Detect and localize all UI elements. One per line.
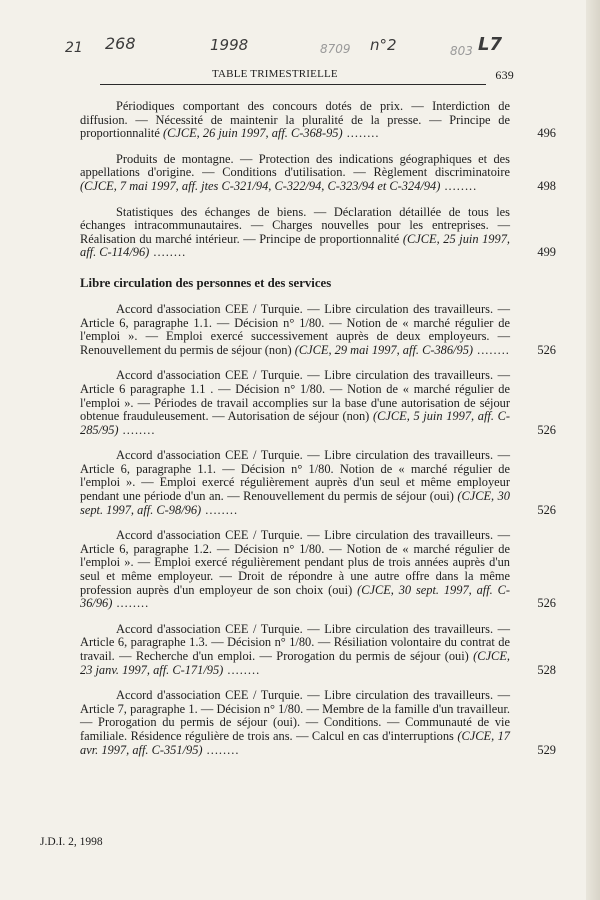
leader-dots: ........ xyxy=(118,422,156,437)
entry-page-number: 529 xyxy=(537,742,556,757)
index-entry xyxy=(80,621,556,677)
section-entries xyxy=(80,301,556,757)
leader-dots: ........ xyxy=(440,178,478,193)
entry-description: Accord d'association CEE / Turquie. — Libre circulation des travailleurs. — Article 6, paragraphe 1.1. — Décision n° 1/80. Notion de « marché régulier de l'emploi ». — Emploi exercé régulièrement auprès d'un seul et même employeur pendant une période d'un an. — Renouvellement du permis de séjour (oui) xyxy=(80,448,510,504)
leader-dots: ........ xyxy=(473,342,510,357)
annotation-mark: n°2 xyxy=(370,36,397,54)
annotation-mark: 21 xyxy=(65,40,83,56)
annotation-mark: 803 xyxy=(450,44,473,58)
entry-page-number: 526 xyxy=(537,596,556,611)
index-entry xyxy=(80,448,556,517)
entry-description: Produits de montagne. — Protection des indications géographiques et des appellations d'origine. — Conditions d'utilisation. — Règlement discriminatoire xyxy=(80,151,510,180)
index-entry xyxy=(80,368,556,437)
entry-page-number: 498 xyxy=(537,178,556,193)
entry-text xyxy=(80,369,510,437)
entry-page-number: 526 xyxy=(537,502,556,517)
index-entry xyxy=(80,151,556,194)
entry-page-number: 528 xyxy=(537,662,556,677)
leader-dots: ........ xyxy=(112,596,150,611)
running-header xyxy=(100,68,514,85)
entry-reference: (CJCE, 30 sept. 1997, aff. C-36/96) xyxy=(80,582,510,611)
entry-reference: (CJCE, 7 mai 1997, aff. jtes C-321/94, C-322/94, C-323/94 et C-324/94) xyxy=(80,178,441,193)
entry-reference: (CJCE, 30 sept. 1997, aff. C-98/96) xyxy=(80,489,510,517)
index-entry xyxy=(80,204,556,260)
entry-description: Accord d'association CEE / Turquie. — Libre circulation des travailleurs. — Article 6, paragraphe 1.3. — Décision n° 1/80. — Résiliation volontaire du contrat de travail. — Recherche d'un emploi. — Prorogation du permis de séjour (oui) xyxy=(80,621,510,663)
entry-page-number: 496 xyxy=(537,126,556,141)
leader-dots: ........ xyxy=(202,742,240,757)
annotation-mark: L7 xyxy=(478,34,502,55)
entry-reference: (CJCE, 29 mai 1997, aff. C-386/95) xyxy=(294,342,474,357)
entry-reference: (CJCE, 5 juin 1997, aff. C-285/95) xyxy=(80,409,510,437)
annotation-mark: 8709 xyxy=(320,42,351,56)
entry-reference: (CJCE, 25 juin 1997, aff. C-114/96) xyxy=(80,231,510,260)
entry-text xyxy=(80,529,510,611)
entry-text xyxy=(80,689,510,757)
index-entry xyxy=(80,99,556,141)
page-number: 639 xyxy=(495,68,514,82)
entry-text xyxy=(80,100,510,141)
section-title: Libre circulation des personnes et des services xyxy=(80,275,332,290)
entry-description: Accord d'association CEE / Turquie. — Libre circulation des travailleurs. — Article 6, paragraphe 1.1. — Décision n° 1/80. — Notion de « marché régulier de l'emploi ». — Emploi exercé successivement auprès de deux employeurs. — Renouvellement du permis de séjour (non) xyxy=(80,301,510,357)
index-content xyxy=(80,99,556,769)
entry-page-number: 526 xyxy=(537,342,556,357)
header-title: TABLE TRIMESTRIELLE xyxy=(212,68,338,80)
leader-dots: ........ xyxy=(149,245,187,260)
entry-reference: (CJCE, 23 janv. 1997, aff. C-171/95) xyxy=(80,649,510,677)
index-entry xyxy=(80,301,556,357)
entry-text xyxy=(80,449,510,517)
index-entry xyxy=(80,528,556,611)
entry-description: Accord d'association CEE / Turquie. — Libre circulation des travailleurs. — Article 6, paragraphe 1.2. — Décision n° 1/80. — Notion de « marché régulier de l'emploi ». — Emploi exercé régulièrement pendant plus de trois années auprès d'un seul et même employeur. — Droit de répondre à une autre offre dans la même profession auprès d'un employeur de son choix (oui) xyxy=(80,528,510,597)
entry-text xyxy=(80,303,510,357)
footer-citation: J.D.I. 2, 1998 xyxy=(40,836,103,848)
handwritten-annotations xyxy=(60,34,560,64)
entry-text xyxy=(80,206,510,260)
top-entries xyxy=(80,99,556,260)
page-edge xyxy=(586,0,600,900)
entry-text xyxy=(80,153,510,194)
leader-dots: ........ xyxy=(223,662,261,677)
entry-reference: (CJCE, 26 juin 1997, aff. C-368-95) xyxy=(162,126,343,141)
entry-text xyxy=(80,623,510,677)
entry-reference: (CJCE, 17 avr. 1997, aff. C-351/95) xyxy=(80,728,511,757)
entry-description: Accord d'association CEE / Turquie. — Libre circulation des travailleurs. — Article 7, paragraphe 1. — Décision n° 1/80. — Membre de la famille d'un travailleur. — Prorogation du permis de séjour (oui). — Conditions. — Communauté de vie familiale. Résidence régulière de trois ans. — Calcul en cas d'interruptions xyxy=(80,688,510,743)
leader-dots: ........ xyxy=(342,126,380,141)
entry-page-number: 499 xyxy=(537,245,556,260)
index-entry xyxy=(80,688,556,757)
entry-page-number: 526 xyxy=(537,422,556,437)
entry-description: Périodiques comportant des concours dotés de prix. — Interdiction de diffusion. — Nécessité de maintenir la pluralité de la presse. — Principe de proportionnalité xyxy=(80,99,510,141)
annotation-mark: 268 xyxy=(105,34,136,53)
entry-description: Accord d'association CEE / Turquie. — Libre circulation des travailleurs. — Article 6 paragraphe 1.1 . — Décision n° 1/80. — Notion de « marché régulier de l'emploi ». — Périodes de travail accomplies sur la base d'une autorisation de séjour obtenue frauduleusement. — Autorisation de séjour (non) xyxy=(80,368,510,424)
annotation-mark: 1998 xyxy=(210,36,249,54)
leader-dots: ........ xyxy=(201,502,239,517)
entry-description: Statistiques des échanges de biens. — Déclaration détaillée de tous les échanges intracommunautaires. — Charges nouvelles pour les entreprises. — Réalisation du marché intérieur. — Principe de proportionnalité xyxy=(80,204,510,246)
